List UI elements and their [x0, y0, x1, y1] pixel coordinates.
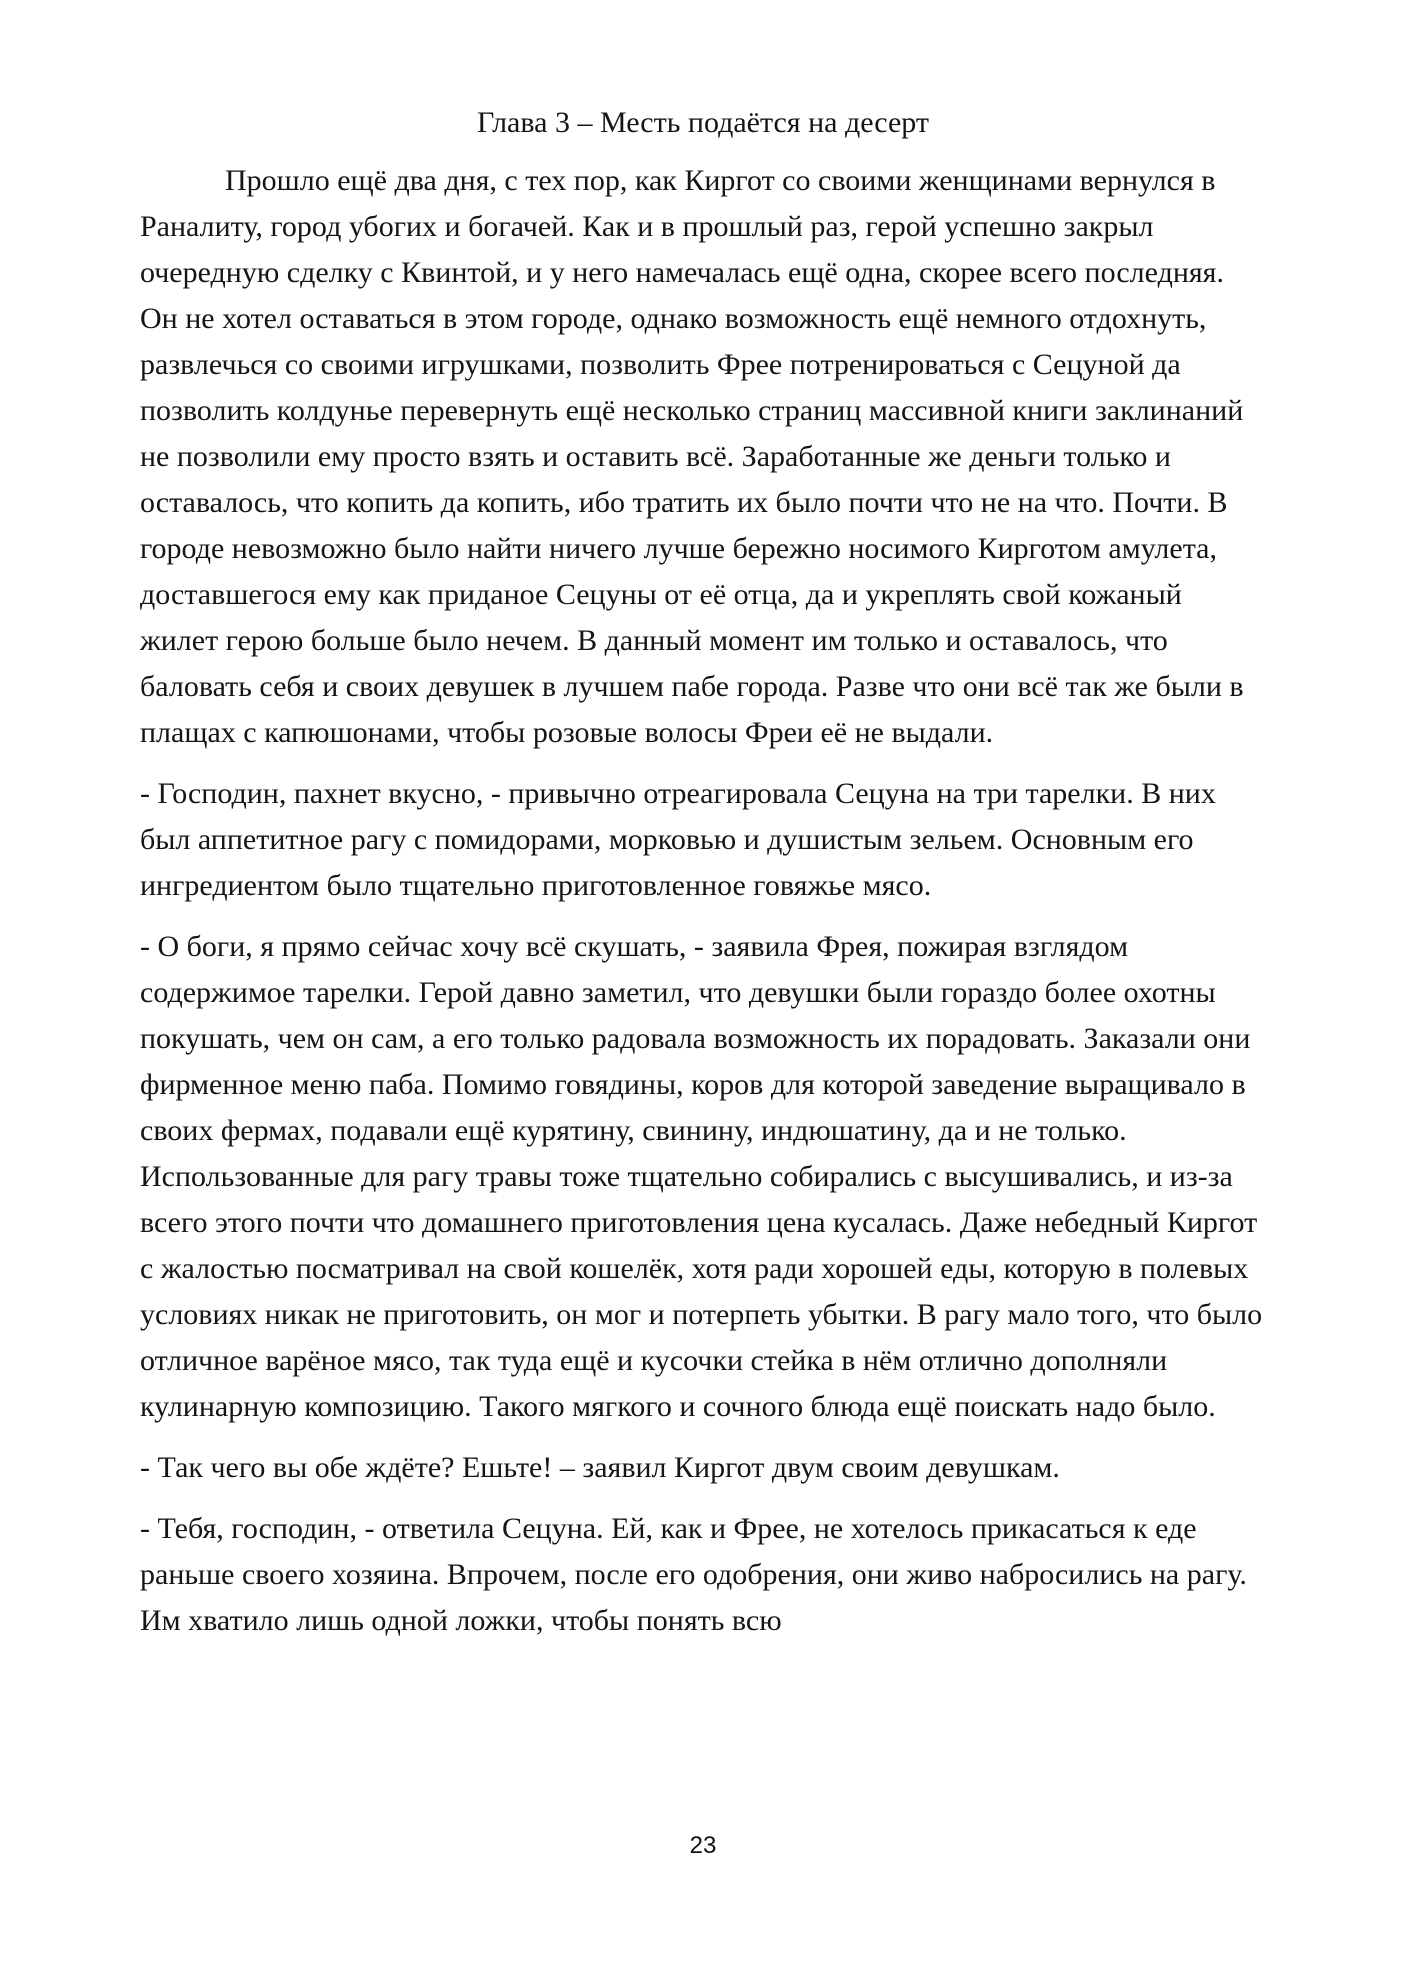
paragraph-dialogue-secuna: - Господин, пахнет вкусно, - привычно отреагировала Сецуна на три тарелки. В них был аппетитное рагу с помидорами, морковью и душистым зельем. Основным его ингредиентом было тщательно приготовленное говяжье мясо. — [140, 777, 1216, 902]
chapter-body — [140, 158, 1266, 1644]
paragraph-dialogue-freya: - О боги, я прямо сейчас хочу всё скушать, - заявила Фрея, пожирая взглядом содержимое тарелки. Герой давно заметил, что девушки были гораздо более охотны покушать, чем он сам, а его только радовала возможность их порадовать. Заказали они фирменное меню паба. Помимо говядины, коров для которой заведение выращивало в своих фермах, подавали ещё курятину, свинину, индюшатину, да и не только. Использованные для рагу травы тоже тщательно собирались с высушивались, и из-за всего этого почти что домашнего приготовления цена кусалась. Даже небедный Киргот с жалостью посматривал на свой кошелёк, хотя ради хорошей еды, которую в полевых условиях никак не приготовить, он мог и потерпеть убытки. В рагу мало того, что было отличное варёное мясо, так туда ещё и кусочки стейка в нём отлично дополняли кулинарную композицию. Такого мягкого и сочного блюда ещё поискать надо было. — [140, 930, 1263, 1423]
paragraph-dialogue-secuna-2: - Тебя, господин, - ответила Сецуна. Ей, как и Фрее, не хотелось прикасаться к еде раньше своего хозяина. Впрочем, после его одобрения, они живо набросились на рагу. Им хватило лишь одной ложки, чтобы понять всю — [140, 1512, 1247, 1637]
chapter-title: Глава 3 – Месть подаётся на десерт — [477, 106, 929, 139]
paragraph-narrative-1: Прошло ещё два дня, с тех пор, как Киргот со своими женщинами вернулся в Раналиту, город убогих и богачей. Как и в прошлый раз, герой успешно закрыл очередную сделку с Квинтой, и у него намечалась ещё одна, скорее всего последняя. Он не хотел оставаться в этом городе, однако возможность ещё немного отдохнуть, развлечься со своими игрушками, позволить Фрее потренироваться с Сецуной да позволить колдунье перевернуть ещё несколько страниц массивной книги заклинаний не позволили ему просто взять и оставить всё. Заработанные же деньги только и оставалось, что копить да копить, ибо тратить их было почти что не на что. Почти. В городе невозможно было найти ничего лучше бережно носимого Кирготом амулета, доставшегося ему как приданое Сецуны от её отца, да и укреплять свой кожаный жилет герою больше было нечем. В данный момент им только и оставалось, что баловать себя и своих девушек в лучшем пабе города. Разве что они всё так же были в плащах с капюшонами, чтобы розовые волосы Фреи её не выдали. — [140, 164, 1244, 749]
page-number: 23 — [689, 1832, 717, 1859]
paragraph-dialogue-kirgot: - Так чего вы обе ждёте? Ешьте! – заявил Киргот двум своим девушкам. — [140, 1451, 1060, 1484]
